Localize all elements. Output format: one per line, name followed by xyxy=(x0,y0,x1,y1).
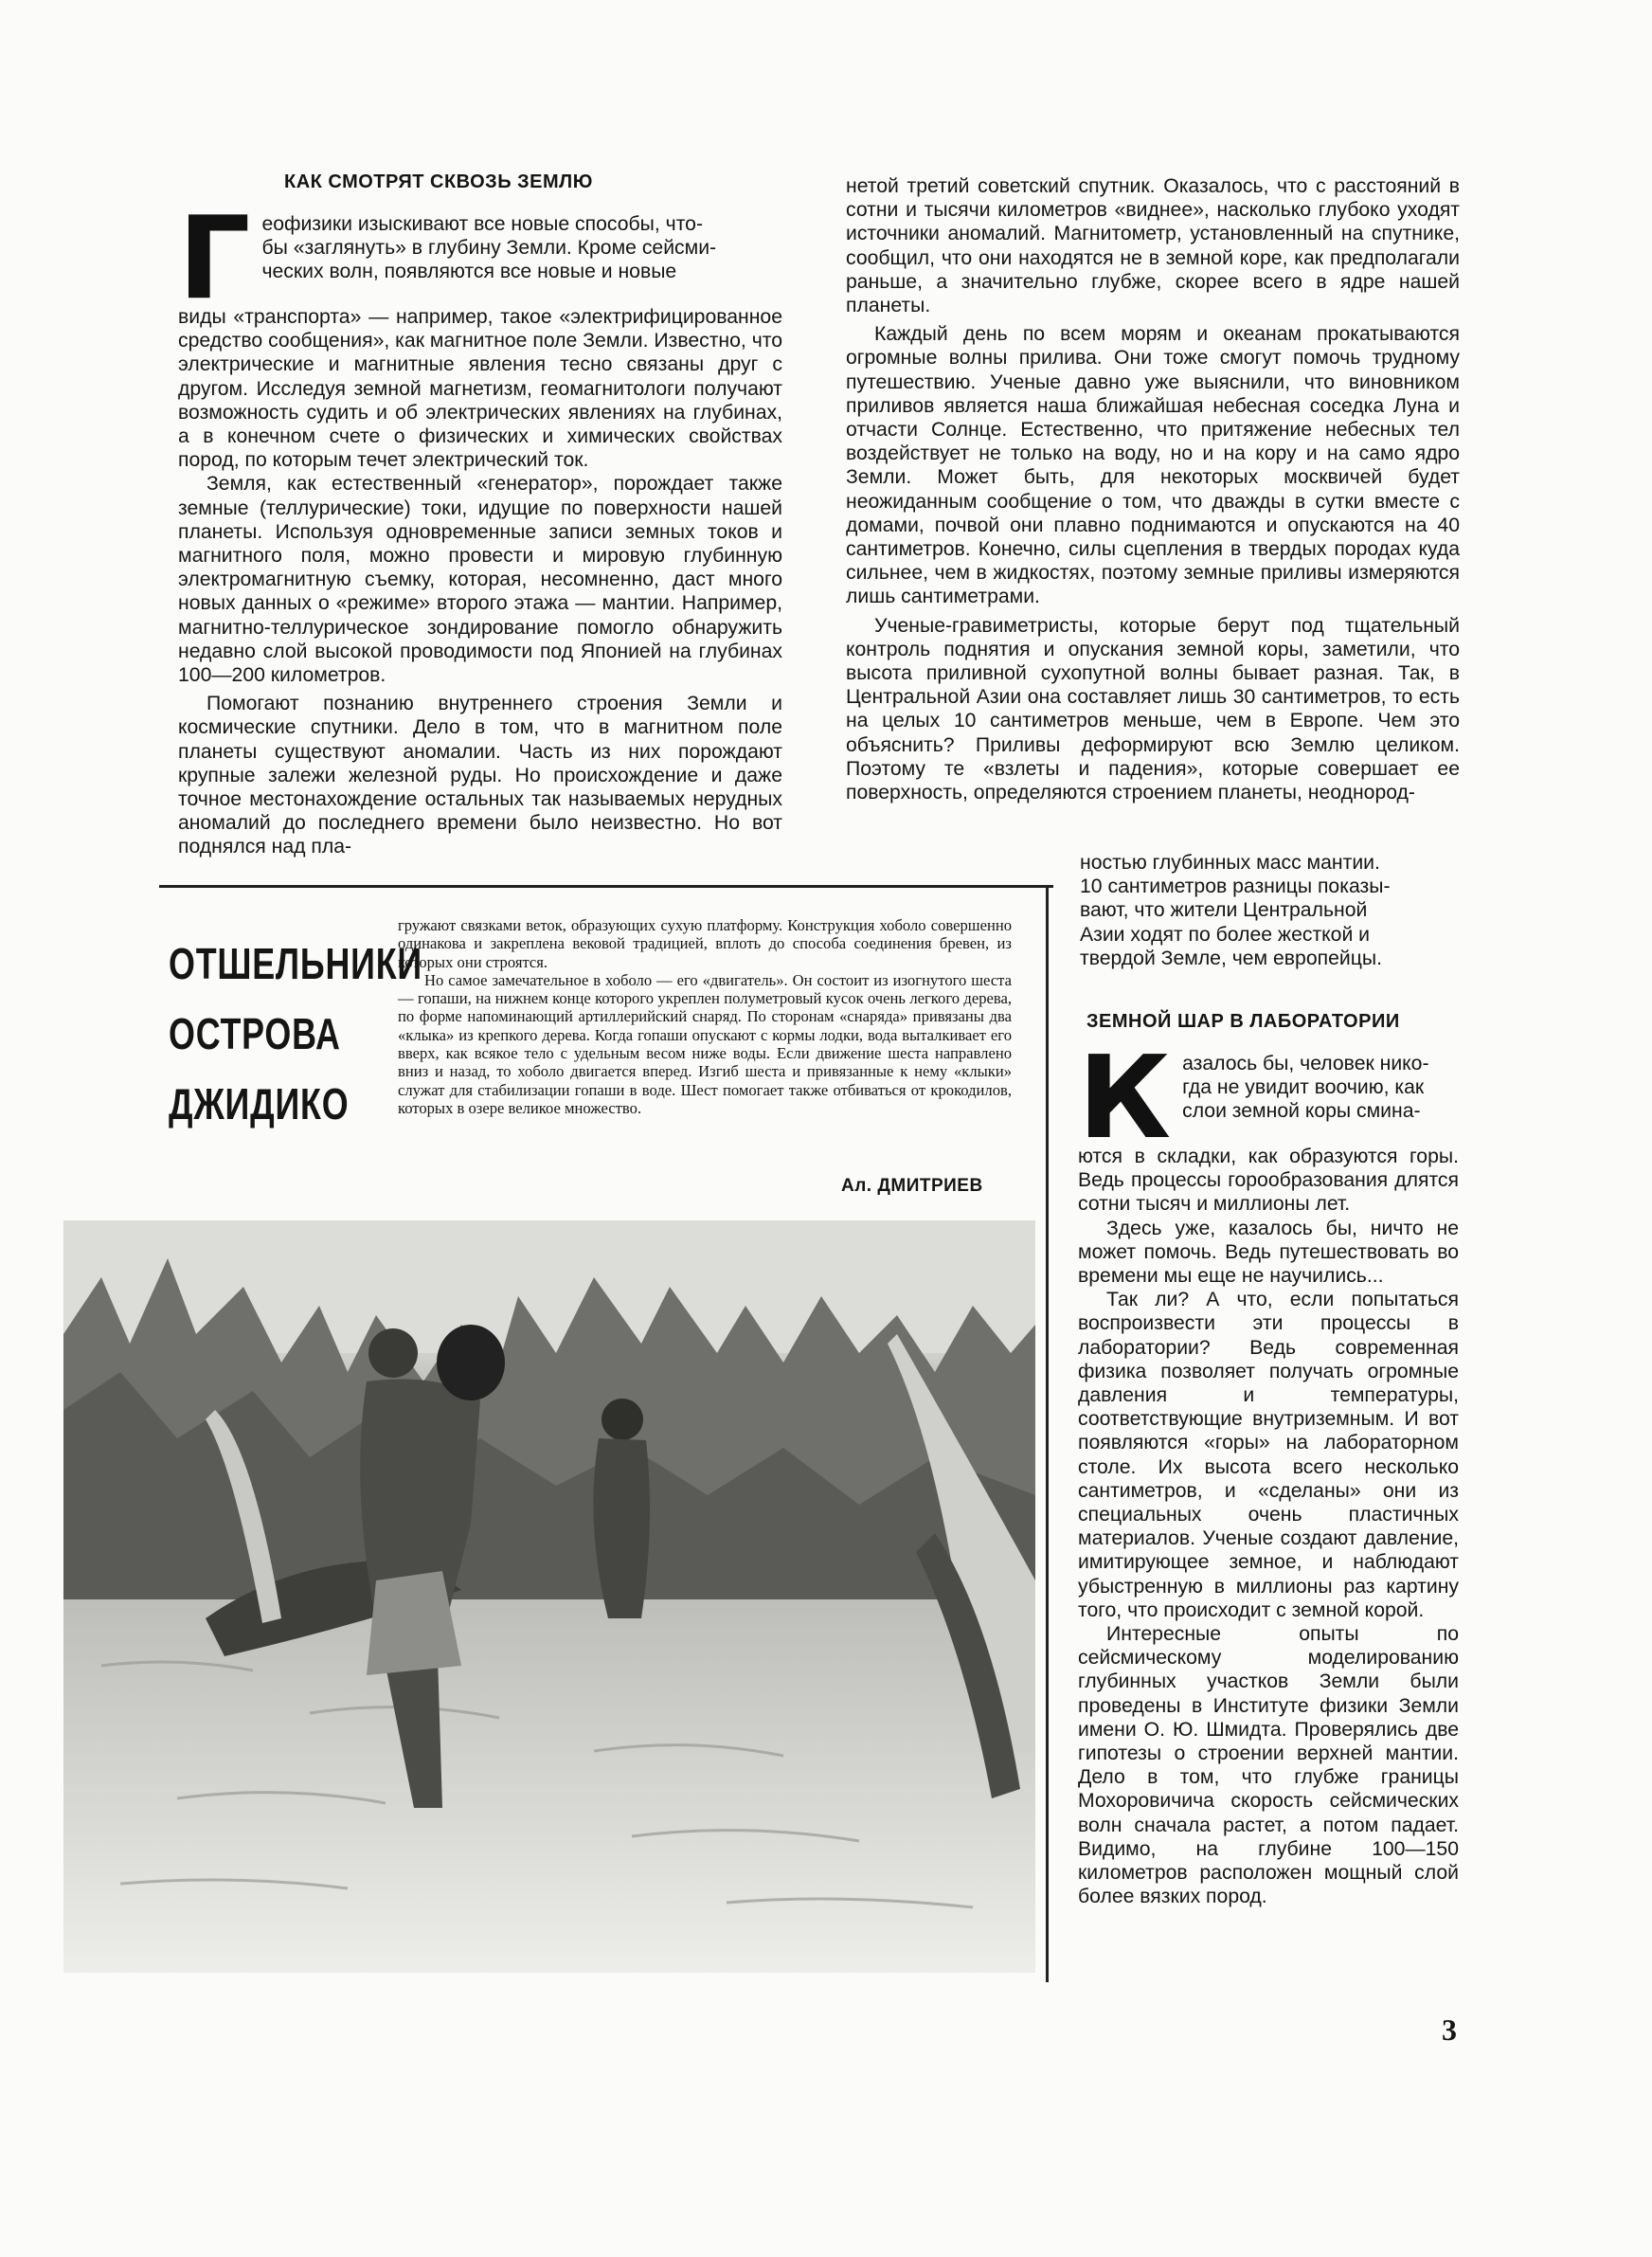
article1-title: КАК СМОТРЯТ СКВОЗЬ ЗЕМЛЮ xyxy=(284,172,593,192)
article1-lead-line-2: бы «заглянуть» в глубину Земли. Кроме сейсми- xyxy=(261,237,717,260)
article2-title-line-3: ДЖИДИКО xyxy=(169,1079,350,1128)
article2-paragraph-1: гружают связками веток, образующих сухую платформу. Конструкция хоболо совершенно одинакова и закреплена вековой традицией, вплоть до способа соединения бревен, из которых они строятся. xyxy=(398,916,1012,971)
article1-col2-paragraph-2: Каждый день по всем морям и океанам прокатываются огромные волны прилива. Они тоже смогут помочь трудному путешествию. Ученые давно уже выяснили, что виновником приливов является наша ближайшая небесная соседка Луна и отчасти Солнце. Естественно, что притяжение небесных тел воздействует не только на воду, но и на кору и на само ядро Земли. Может быть, для некоторых москвичей будет неожиданным сообщение о том, что дважды в сутки вместе с домами, почвой они плавно поднимаются и опускаются на 40 сантиметров. Конечно, силы сцепления в твердых породах куда сильнее, чем в жидкостях, поэтому земные приливы измеряются лишь сантиметрами. xyxy=(846,323,1460,608)
article3-lead-line-1: азалось бы, человек нико- xyxy=(1182,1053,1429,1074)
article2-paragraph-2: Но самое замечательное в хоболо — его «двигатель». Он состоит из изогнутого шеста — гопаши, на нижнем конце которого укреплен полуметровый кусок очень легкого дерева, по форме напоминающий артиллерийский снаряд. По сторонам «снаряда» привязаны два «клыка» из крепкого дерева. Когда гопаши опускают с кормы лодки, вода выталкивает его вверх, как всякое тело с удельным весом ниже воды. Если движение шеста направлено вниз и назад, то хоболо двигается вперед. Изгиб шеста и привязанные к нему «клыки» служат для стабилизации гопаши в воде. Шест помогает также отбиваться от крокодилов, которых в озере великое множество. xyxy=(398,970,1012,1117)
article3-title: ЗЕМНОЙ ШАР В ЛАБОРАТОРИИ xyxy=(1086,1011,1400,1032)
article1-tail-line-4: Азии ходят по более жесткой и xyxy=(1080,923,1371,946)
section-divider-horizontal xyxy=(159,885,1053,888)
article1-lead-line-3: ческих волн, появляются все новые и новые xyxy=(261,261,677,283)
lake-boatmen-photo xyxy=(63,1220,1035,1973)
article2-title xyxy=(169,929,422,1139)
page-number: 3 xyxy=(1442,2013,1457,2047)
article1-tail-line-1: ностью глубинных масс мантии. xyxy=(1080,852,1380,874)
article1-tail-line-5: твердой Земле, чем европейцы. xyxy=(1080,947,1382,969)
photo-person1-head xyxy=(368,1328,418,1378)
article3-column xyxy=(1078,1033,1459,1909)
photo-water xyxy=(63,1599,1035,1973)
article1-column-2-tail xyxy=(1080,851,1459,970)
article1-paragraph-1: виды «транспорта» — например, такое «электрифицированное средство сообщения», как магнитное поле Земли. Известно, что электрические и магнитные явления тесно связаны друг с другом. Исследуя земной магнетизм, геомагнитологи получают возможность судить и об электрических явлениях на глубинах, а в конечном счете о физических и химических свойствах пород, по которым течет электрический ток. xyxy=(178,306,782,472)
article1-paragraph-2: Земля, как естественный «генератор», порождает также земные (теллурические) токи, идущие по поверхности нашей планеты. Используя одновременные записи земных токов и магнитного поля, можно провести и мировую глубинную электромагнитную съемку, которая, несомненно, даст много новых данных о «режиме» второго этажа — мантии. Например, магнитно-теллурическое зондирование помогло обнаружить недавно слой высокой проводимости под Японией на глубинах 100—200 километров. xyxy=(178,473,782,687)
article1-column-2 xyxy=(846,174,1460,804)
section-divider-vertical xyxy=(1046,885,1049,1982)
article1-lead-line-1: еофизики изыскивают все новые способы, что- xyxy=(261,213,704,235)
photo-person2-head xyxy=(602,1399,643,1440)
article3-lead-line-3: слои земной коры смина- xyxy=(1182,1100,1421,1123)
article2-text xyxy=(398,916,1012,1117)
article3-paragraph-4: Интересные опыты по сейсмическому моделированию глубинных участков Земли были проведены в Институте физики Земли имени О. Ю. Шмидта. Проверялись две гипотезы о строении верхней мантии. Дело в том, что глубже границы Мохоровичича скорость сейсмических волн сначала растет, а потом падает. Видимо, на глубине 100—150 километров расположен мощный слой более вязких пород. xyxy=(1078,1623,1459,1908)
article1-column-1 xyxy=(178,193,782,859)
article3-paragraph-3: Так ли? А что, если попытаться воспроизвести эти процессы в лаборатории? Ведь современная физика позволяет получать огромные давления и температуры, соответствующие внутриземным. И вот появляются «горы» на лабораторном столе. Их высота всего несколько сантиметров, и «сделаны» они из специальных очень пластичных материалов. Ученые создают давление, имитирующее земное, и наблюдают убыстренную в миллионы раз картину того, что происходит с земной корой. xyxy=(1078,1289,1459,1621)
article3-dropcap: К xyxy=(1078,1033,1172,1165)
article3-paragraph-2: Здесь уже, казалось бы, ничто не может помочь. Ведь путешествовать во времени мы еще не научились... xyxy=(1078,1217,1459,1288)
article2-author: Ал. ДМИТРИЕВ xyxy=(841,1176,983,1196)
article1-tail-line-2: 10 сантиметров разницы показы- xyxy=(1080,876,1391,898)
article3-paragraph-1: ются в складки, как образуются горы. Ведь процессы горообразования длятся сотни тысяч и миллионы лет. xyxy=(1078,1146,1459,1216)
article2-title-line-1: ОТШЕЛЬНИКИ xyxy=(169,939,422,988)
article2-title-line-2: ОСТРОВА xyxy=(169,1009,341,1058)
article1-dropcap: Г xyxy=(178,193,251,325)
photo-pot xyxy=(437,1325,505,1400)
article1-tail-line-3: вают, что жители Центральной xyxy=(1080,899,1368,922)
article3-lead-line-2: гда не увидит воочию, как xyxy=(1182,1076,1425,1099)
article1-col2-paragraph-1: нетой третий советский спутник. Оказалось, что с расстояний в сотни и тысячи километров «виднее», насколько глубоко уходят источники аномалий. Магнитометр, установленный на спутнике, сообщил, что они находятся не в земной коре, как предполагали раньше, а значительно глубже, скорее всего в ядре нашей планеты. xyxy=(846,175,1460,317)
article1-paragraph-3: Помогают познанию внутреннего строения Земли и космические спутники. Дело в том, что в магнитном поле планеты существуют аномалии. Часть из них порождают крупные залежи железной руды. Но происхождение и даже точное местонахождение остальных так называемых нерудных аномалий до последнего времени было неизвестно. Но вот поднялся над пла- xyxy=(178,693,782,858)
photo-illustration xyxy=(63,1220,1035,1973)
article1-col2-paragraph-3: Ученые-гравиметристы, которые берут под тщательный контроль поднятия и опускания земной коры, заметили, что высота приливной сухопутной волны бывает разная. Так, в Центральной Азии она составляет лишь 30 сантиметров, то есть на целых 10 сантиметров меньше, чем в Европе. Чем это объяснить? Приливы деформируют всю Землю целиком. Поэтому те «взлеты и падения», которые совершает ее поверхность, определяются строением планеты, неоднород- xyxy=(846,614,1460,804)
